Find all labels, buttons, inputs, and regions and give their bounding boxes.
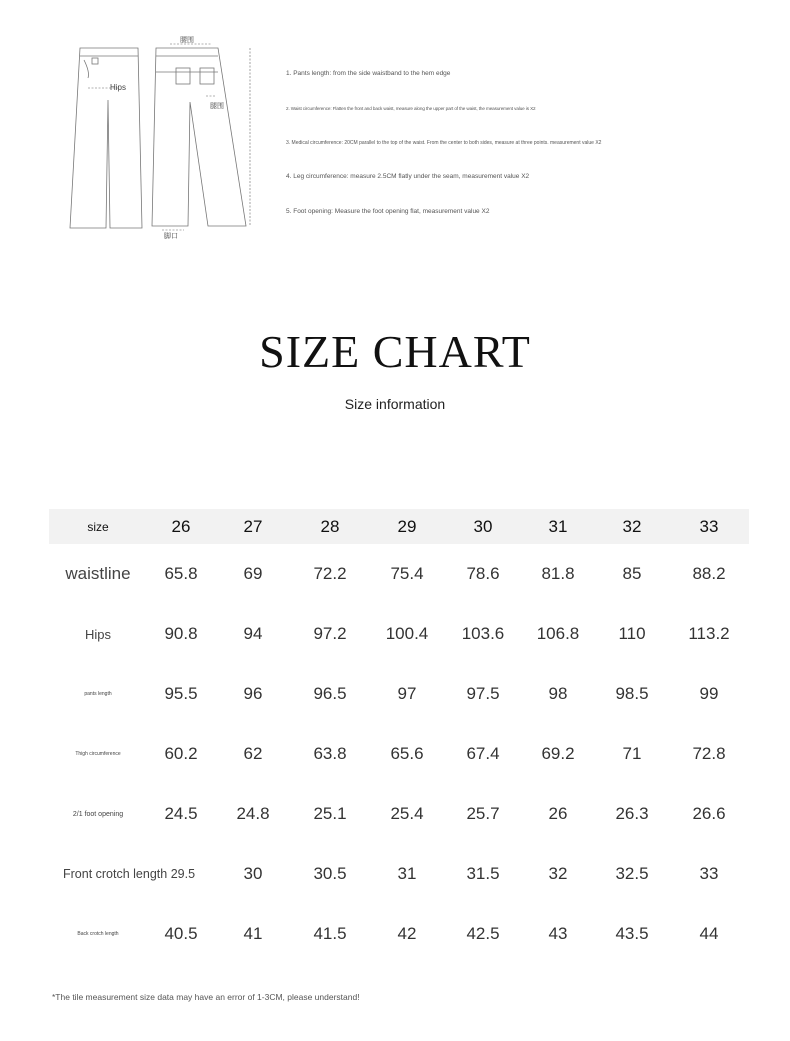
row-label: 2/1 foot opening	[72, 810, 124, 818]
row-label: waistline	[65, 564, 131, 583]
cell: 100.4	[385, 624, 429, 643]
cell: 95.5	[164, 684, 198, 703]
cell: 85	[622, 564, 642, 583]
cell: 26.3	[615, 804, 649, 823]
cell: 26.6	[692, 804, 726, 823]
size-table	[49, 509, 749, 964]
cell: 65.6	[390, 744, 424, 763]
note-waist: 2. Waist circumference: Flatten the front and back waist, measure along the upper part of the waist, the measurement value is X2	[286, 106, 536, 111]
table-header-row	[49, 509, 749, 544]
cell: 42.5	[466, 924, 500, 943]
pants-diagram	[58, 30, 268, 240]
cell: 90.8	[164, 624, 198, 643]
cell: 31.5	[466, 864, 500, 883]
size-header: 28	[291, 509, 369, 544]
cell: 88.2	[692, 564, 726, 583]
cell: 41.5	[313, 924, 347, 943]
cell: 25.7	[466, 804, 500, 823]
cell: 43.5	[615, 924, 649, 943]
cell: 30	[243, 864, 263, 883]
cell: 97.5	[466, 684, 500, 703]
cell: 62	[243, 744, 263, 763]
cell: 96	[243, 684, 263, 703]
cell: 32.5	[615, 864, 649, 883]
foot-label: 脚口	[164, 233, 178, 240]
cell: 60.2	[164, 744, 198, 763]
cell: 63.8	[313, 744, 347, 763]
pants-sketch-icon	[58, 30, 268, 240]
cell: 31	[397, 864, 417, 883]
cell: 69	[243, 564, 263, 583]
page-subtitle: Size information	[344, 396, 446, 412]
note-foot: 5. Foot opening: Measure the foot opening flat, measurement value X2	[286, 208, 490, 215]
header-label: size	[49, 509, 147, 544]
cell: 33	[699, 864, 719, 883]
cell: 97	[397, 684, 417, 703]
cell: 103.6	[461, 624, 505, 643]
table-row	[49, 604, 749, 664]
row-label: Front crotch length 29.5	[63, 867, 196, 881]
note-leg: 4. Leg circumference: measure 2.5CM flatly under the seam, measurement value X2	[286, 173, 530, 180]
cell: 78.6	[466, 564, 500, 583]
thigh-label: 腿围	[210, 103, 224, 110]
footnote: *The tile measurement size data may have an error of 1-3CM, please understand!	[52, 992, 360, 1002]
cell: 24.8	[236, 804, 270, 823]
waist-label: 腰围	[180, 37, 194, 44]
cell: 40.5	[164, 924, 198, 943]
hips-label: Hips	[110, 83, 127, 92]
cell: 106.8	[536, 624, 580, 643]
cell: 24.5	[164, 804, 198, 823]
cell: 67.4	[466, 744, 500, 763]
cell: 41	[243, 924, 263, 943]
cell: 98	[548, 684, 568, 703]
row-label: Hips	[84, 626, 111, 642]
row-label: pants length	[84, 691, 112, 697]
cell: 81.8	[541, 564, 575, 583]
row-label: Back crotch length	[77, 931, 119, 937]
cell: 72.2	[313, 564, 347, 583]
cell: 25.1	[313, 804, 347, 823]
note-hips: 3. Medical circumference: 20CM parallel to the top of the waist. From the center to both sides, measure at three points. measurement value X2	[286, 140, 602, 146]
cell: 44	[699, 924, 719, 943]
cell: 26	[548, 804, 568, 823]
cell: 97.2	[313, 624, 347, 643]
size-header: 33	[669, 509, 749, 544]
cell: 99	[699, 684, 719, 703]
table-row	[49, 784, 749, 844]
cell: 30.5	[313, 864, 347, 883]
cell: 72.8	[692, 744, 726, 763]
cell: 43	[548, 924, 568, 943]
page-title: SIZE CHART	[259, 326, 531, 377]
note-pants-length: 1. Pants length: from the side waistband to the hem edge	[286, 70, 451, 77]
table-row	[49, 904, 749, 964]
size-header: 29	[369, 509, 445, 544]
size-header: 30	[445, 509, 521, 544]
cell: 25.4	[390, 804, 424, 823]
size-header: 26	[147, 509, 215, 544]
cell: 110	[618, 624, 646, 643]
cell: 94	[243, 624, 263, 643]
cell: 96.5	[313, 684, 347, 703]
cell: 98.5	[615, 684, 649, 703]
row-label: Thigh circumference	[75, 751, 121, 757]
cell: 32	[548, 864, 568, 883]
size-header: 32	[595, 509, 669, 544]
cell: 113.2	[688, 624, 730, 643]
size-header: 31	[521, 509, 595, 544]
cell: 75.4	[390, 564, 424, 583]
table-row	[49, 544, 749, 604]
cell: 42	[397, 924, 417, 943]
size-header: 27	[215, 509, 291, 544]
cell: 71	[622, 744, 642, 763]
cell: 69.2	[541, 744, 575, 763]
table-row	[49, 844, 749, 904]
cell: 65.8	[164, 564, 198, 583]
table-row	[49, 664, 749, 724]
table-row	[49, 724, 749, 784]
